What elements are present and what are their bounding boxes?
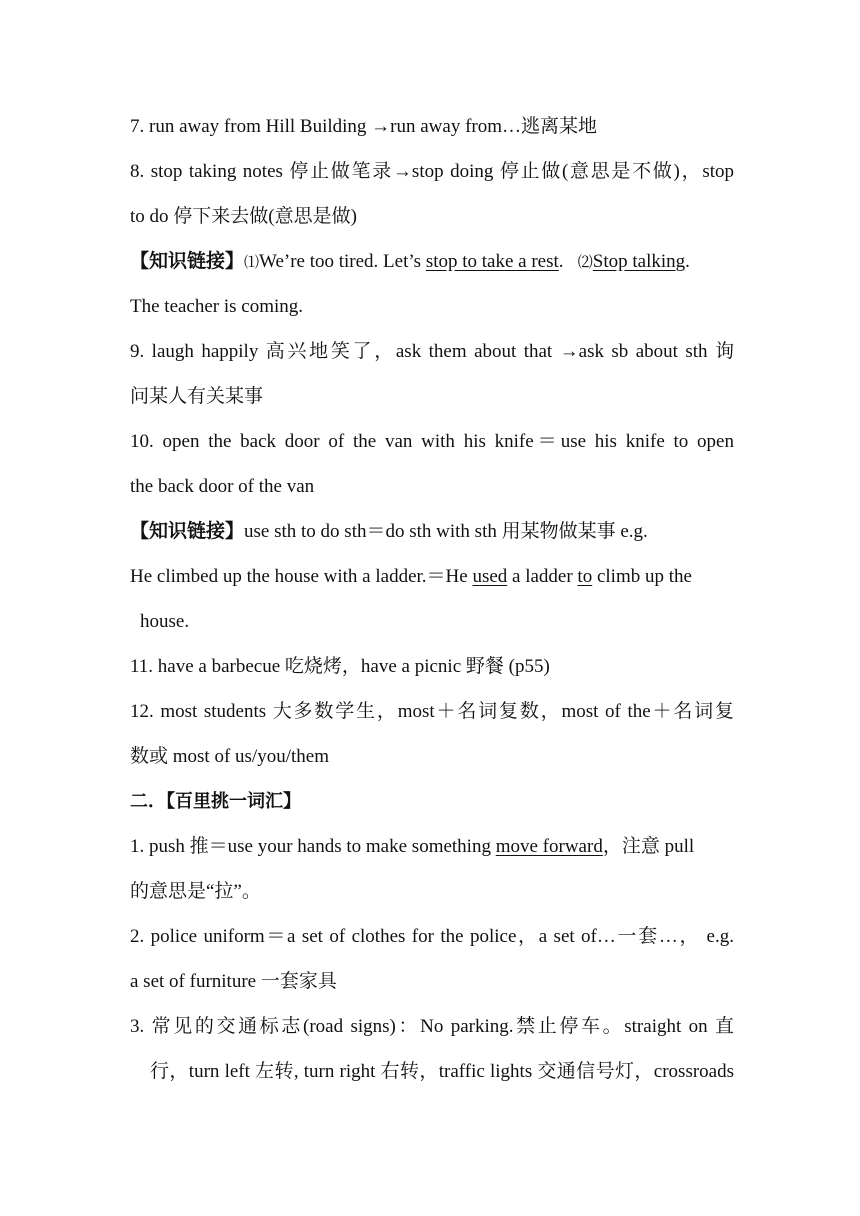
example-sentence-line-1: [130, 564, 734, 590]
item-10-line-2: the back door of the van: [130, 476, 315, 497]
example-part-a: He climbed up the house with a ladder.＝He: [130, 566, 473, 587]
item-10-line-1: 10. open the back door of the van with his knife＝use his knife to open: [130, 431, 734, 452]
item-7-line: 7. run away from Hill Building →run away from…逃离某地: [130, 116, 598, 137]
vocab-2-line-1: 2. police uniform＝a set of clothes for the police，a set of…一套…， e.g.: [130, 926, 734, 947]
vocab-3-line-2: 行，turn left 左转, turn right 右转，traffic lights 交通信号灯，crossroads: [150, 1061, 734, 1082]
underlined-phrase-1: stop to take a rest: [425, 251, 559, 272]
knowledge-link-2: [130, 519, 734, 545]
item-12-line-2: 数或 most of us/you/them: [130, 746, 329, 767]
item-8-line-1: 8. stop taking notes 停止做笔录→stop doing 停止做(意思是不做)，stop: [130, 161, 734, 182]
vocab-2-line-2: a set of furniture 一套家具: [130, 971, 337, 992]
vocab-3-line-1: 3. 常见的交通标志(road signs)：No parking.禁止停车。straight on 直: [130, 1016, 734, 1037]
item-12-line-1: 12. most students 大多数学生，most＋名词复数，most of the＋名词复: [130, 701, 734, 722]
knowledge-link-text: use sth to do sth＝do sth with sth 用某物做某事 e.g.: [244, 521, 648, 542]
vocab-1-part-a: 1. push 推＝use your hands to make something: [130, 836, 496, 857]
example-number-1: ⑴: [244, 255, 260, 271]
underlined-move-forward: move forward: [495, 836, 603, 857]
knowledge-link-1-cont: The teacher is coming.: [130, 296, 304, 317]
item-8-line-2: to do 停下来去做(意思是做): [130, 206, 357, 227]
example-number-2: ⑵: [577, 255, 593, 271]
example-part-b: a ladder: [507, 566, 578, 587]
example-text-1: We’re too tired. Let’s: [259, 251, 426, 272]
underlined-used: used: [472, 566, 508, 587]
vocab-1-line-1: [130, 834, 734, 860]
underlined-phrase-2: Stop talking: [592, 251, 686, 272]
knowledge-link-tag: 【知识链接】: [130, 521, 245, 542]
example-end: .: [685, 251, 690, 272]
example-separator: .: [558, 251, 578, 272]
item-11-line: 11. have a barbecue 吃烧烤，have a picnic 野餐 (p55): [130, 656, 550, 677]
knowledge-link-tag: 【知识链接】: [130, 251, 245, 272]
vocab-1-part-b: ，注意 pull: [602, 836, 695, 857]
underlined-to: to: [577, 566, 593, 587]
item-9-line-2: 问某人有关某事: [130, 386, 264, 407]
example-part-c: climb up the: [592, 566, 692, 587]
item-9-line-1: 9. laugh happily 高兴地笑了，ask them about that →ask sb about sth 询: [130, 341, 734, 362]
vocab-1-line-2: 的意思是“拉”。: [130, 881, 261, 902]
section-heading: 二．【百里挑一词汇】: [130, 791, 301, 812]
example-sentence-line-2: house.: [140, 611, 190, 632]
knowledge-link-1: [130, 249, 734, 276]
